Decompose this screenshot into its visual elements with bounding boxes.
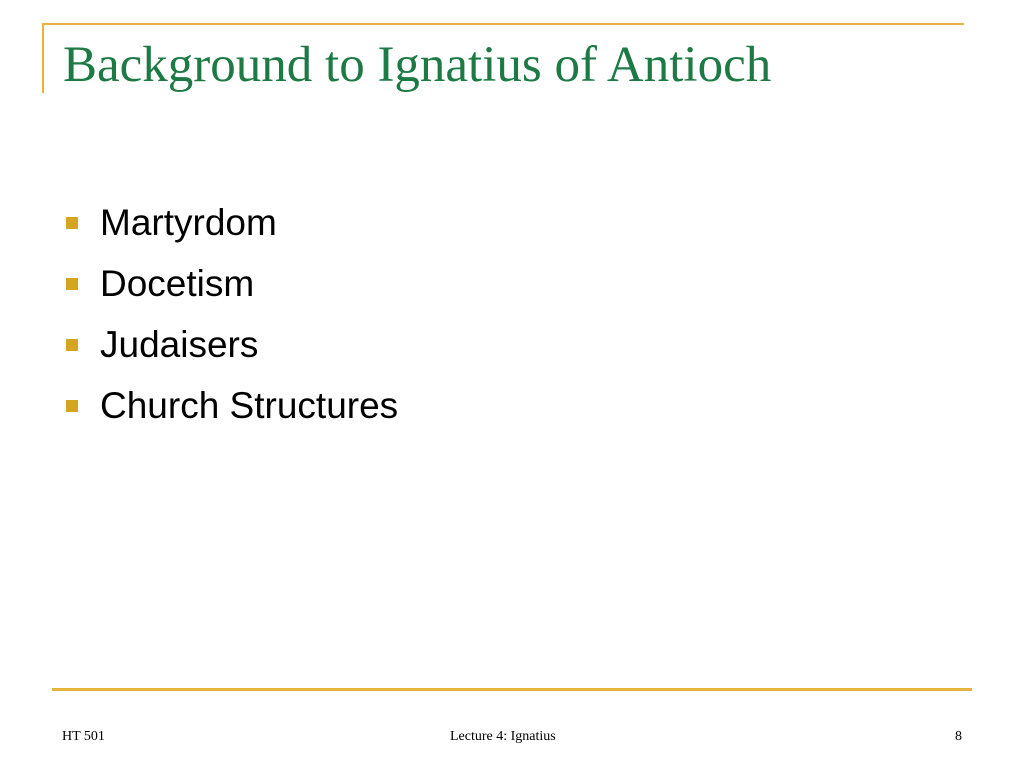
square-bullet-icon [66,217,78,229]
bullet-item [63,314,398,375]
footer-lecture-title: Lecture 4: Ignatius [450,729,556,744]
frame-top-rule [42,23,964,25]
footer-course-code: HT 501 [62,729,105,744]
bullet-item [63,192,398,253]
footer-page-number: 8 [955,729,962,744]
slide-title: Background to Ignatius of Antioch [63,37,772,93]
bullet-text: Judaisers [100,323,259,365]
frame-left-rule [42,23,44,93]
footer-rule [52,688,972,691]
square-bullet-icon [66,339,78,351]
bullet-item [63,253,398,314]
square-bullet-icon [66,278,78,290]
bullet-text: Martyrdom [100,201,277,243]
bullet-item [63,375,398,436]
bullet-text: Docetism [100,262,255,304]
bullet-list [63,192,398,436]
square-bullet-icon [66,400,78,412]
bullet-text: Church Structures [100,384,399,426]
